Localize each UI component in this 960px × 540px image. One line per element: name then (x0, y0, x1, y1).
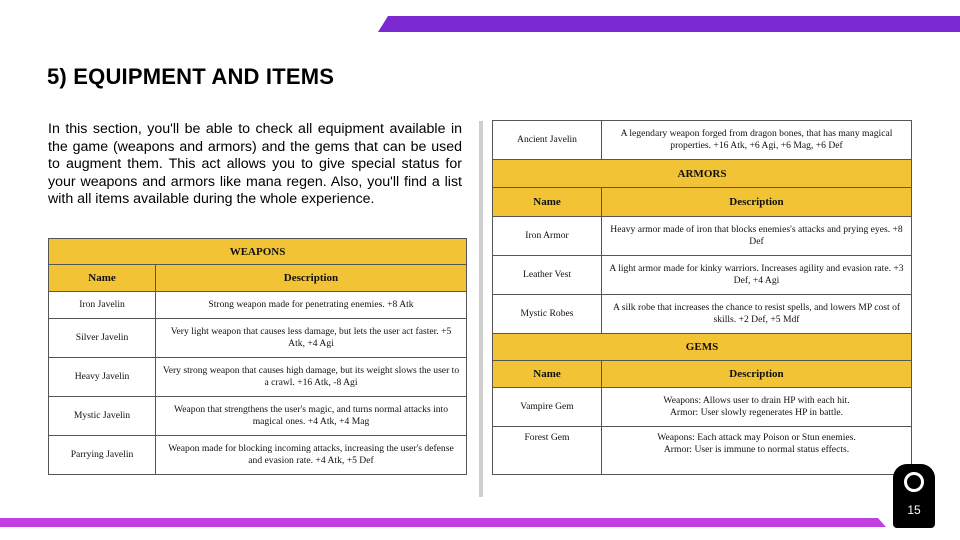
weapon-description: A legendary weapon forged from dragon bones, that has many magical properties. +16 Atk, +6 Agi, +6 Mag, +6 Def (602, 121, 912, 160)
equipment-table-continued (492, 120, 912, 475)
weapons-name-header: Name (49, 265, 156, 292)
weapon-name: Iron Javelin (49, 292, 156, 319)
gem-weapon-effect: Weapons: Allows user to drain HP with each hit. (663, 395, 850, 406)
gems-name-header: Name (493, 361, 602, 388)
weapon-name: Silver Javelin (49, 319, 156, 358)
table-row (493, 256, 912, 295)
armor-description: A silk robe that increases the chance to resist spells, and lowers MP cost of skills. +2 Def, +5 Mdf (602, 295, 912, 334)
armors-heading: ARMORS (493, 160, 912, 188)
gem-armor-effect: Armor: User slowly regenerates HP in battle. (669, 407, 844, 418)
weapon-description: Weapon made for blocking incoming attacks, increasing the user's defense and evasion rate. +4 Atk, +5 Def (156, 436, 467, 475)
table-row (493, 295, 912, 334)
top-accent-bar (378, 16, 960, 32)
table-row (49, 319, 467, 358)
column-divider (479, 121, 483, 497)
table-row (49, 292, 467, 319)
intro-paragraph: In this section, you'll be able to check all equipment available in the game (weapons and armors) and the gems that can be used to augment them. This act allows you to give special status for your weapons and armors like mana regen. Also, you'll find a list with all items available during the whole experience. (48, 121, 462, 207)
weapons-description-header: Description (156, 265, 467, 292)
gem-armor-effect: Armor: User is immune to normal status effects. (663, 444, 850, 455)
table-row (493, 427, 912, 475)
table-row (493, 388, 912, 427)
gem-description (602, 388, 912, 427)
page-title: 5) EQUIPMENT AND ITEMS (47, 64, 335, 89)
page-number: 15 (907, 503, 921, 517)
weapon-name: Heavy Javelin (49, 358, 156, 397)
gem-description (602, 427, 912, 475)
weapon-name: Parrying Javelin (49, 436, 156, 475)
table-row (49, 397, 467, 436)
table-row (493, 217, 912, 256)
armor-description: Heavy armor made of iron that blocks enemies's attacks and prying eyes. +8 Def (602, 217, 912, 256)
weapon-description: Very strong weapon that causes high damage, but its weight slows the user to a crawl. +16 Atk, -8 Agi (156, 358, 467, 397)
armor-description: A light armor made for kinky warriors. Increases agility and evasion rate. +3 Def, +4 Agi (602, 256, 912, 295)
table-row (49, 358, 467, 397)
circle-icon (904, 472, 924, 492)
gem-name: Vampire Gem (493, 388, 602, 427)
armors-description-header: Description (602, 188, 912, 217)
weapon-description: Very light weapon that causes less damage, but lets the user act faster. +5 Atk, +4 Agi (156, 319, 467, 358)
armor-name: Mystic Robes (493, 295, 602, 334)
weapon-name: Ancient Javelin (493, 121, 602, 160)
weapon-description: Strong weapon made for penetrating enemies. +8 Atk (156, 292, 467, 319)
armor-name: Iron Armor (493, 217, 602, 256)
gems-heading: GEMS (493, 334, 912, 361)
table-row (49, 436, 467, 475)
gems-description-header: Description (602, 361, 912, 388)
armors-name-header: Name (493, 188, 602, 217)
armor-name: Leather Vest (493, 256, 602, 295)
bottom-accent-bar (0, 518, 886, 527)
weapon-name: Mystic Javelin (49, 397, 156, 436)
table-row (493, 121, 912, 160)
weapon-description: Weapon that strengthens the user's magic, and turns normal attacks into magical ones. +4 Atk, +4 Mag (156, 397, 467, 436)
weapons-table (48, 238, 467, 475)
gem-name: Forest Gem (493, 427, 602, 475)
gem-weapon-effect: Weapons: Each attack may Poison or Stun enemies. (657, 432, 856, 443)
weapons-heading: WEAPONS (49, 239, 467, 265)
